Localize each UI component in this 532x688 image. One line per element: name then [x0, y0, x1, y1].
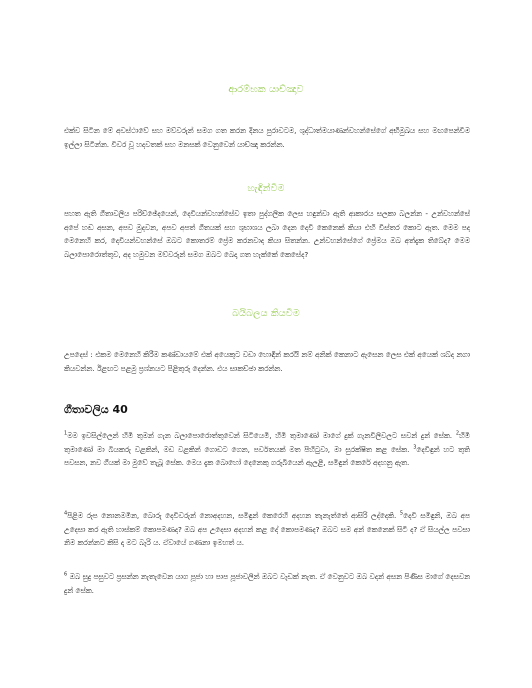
verse-text: දෙවිඳුන් හට තුති පවසන, නව ගීයක් මා මුවේ තැබූ සේක. මෙය දැක බොහෝ දෙනෙකු ගරුබියෙන් ඇලළී, සමිඳුන් කෙරේ අදහනු ඇත. [64, 444, 470, 468]
verse-number: 5 [399, 510, 404, 517]
psalm-paragraph-3 [64, 570, 470, 597]
section-text-bible-reading: උපදෙස් : එකම මෙනෙහි කිරීම කණ්ඩායමේ එක් අයෙකුට වඩා හොඳින් කරයි නම් අනික් කෙනාට ඇසෙන ලෙස එක් අයෙක් ශබ්ද නගා කියවන්න. ඊළඟට පළමු ප්‍රශ්නයට පිළිතුරු දෙන්න. එය සාකච්ඡා කරන්න. [64, 350, 470, 373]
section-text-opening-prayer: එක්ව සිටින මේ අවස්ථාවේ සහ මව්වරුන් සමග ගත කරන දිනය පුරාවටම, ශුද්ධාත්මයාණන්වහන්සේගේ අභිමුඛය සහ මඟපෙන්වීම ඉල්ලා සිටින්න. විවර වූ හදවතක් සහ මනසක් වෙනුවෙන් යාච්ඤා කරන්න. [64, 126, 470, 149]
verse-number: 1 [64, 430, 68, 437]
psalm-title: ගීතාවලිය 40 [64, 403, 128, 416]
psalm-paragraph-1 [64, 429, 470, 470]
section-heading-opening-prayer: ආරම්භක යාච්ඤාව [228, 84, 304, 95]
verse-number: 3 [413, 444, 417, 451]
verse-number: 6 [64, 571, 68, 578]
verse-text: දෙවි සමිඳුනි, ඔබ අප උදෙසා කර ඇති හාස්කම් කොපමණද? ඔබ අප උදෙසා අදහන් කළ දේ කොපමණද? ඔබට සම අන් කෙනෙක් සිටී ද? ඒ සියල්ල පවසා නිම කරන්නට කිසි දා මට බැරි ය. ඒවායේ ගණනා ඉමහත් ය. [64, 511, 470, 548]
verse-text: ඔබ සුදු පසුවට ප්‍රසන්න නැතැවෙන යාග පූජා හා පාප පූජාවලින් ඔබට වැඩක් නැත. ඒ වෙනුවට ඔබ වදන් අසන පිණිස මාගේ දෙසවන දුන් සේක. [64, 572, 470, 595]
section-heading-bible-reading: බයිබලය කියවීම [232, 308, 300, 319]
verse-text: මම ඉවසිල්ලෙන් හිමි තුමන් ගැන බලාපොරොත්තුවෙන් සිටියෙමි, හිමි තුමාණෝ මාගේ දුක් ගැනවිලිවලට සවන් දුන් සේක. [67, 431, 453, 440]
verse-text: හිමි තුමාණෝ මා බියකරු වළකින්, මඩ වළකින් ගොඩට ගෙන, පර්වතයක් මත පිහිටුවා, මා සුරක්ෂිත කළ සේක. [64, 431, 470, 454]
verse-text: පිළිම රූප නොනමමින, බොරු දෙවිවරුන් නොඅදහන, සමිඳුන් කෙරෙහි අදහන තැනැත්තේ ආසිරි ලද්දෙකි. [67, 511, 397, 520]
psalm-paragraph-2 [64, 509, 470, 550]
verse-number: 2 [455, 430, 459, 437]
section-heading-introduction: හැඳින්වීම [247, 183, 285, 194]
section-text-introduction: පහත ඇති ගීතාවලිය පරිච්ඡේදයෙන්, දෙවියන්වහන්සේව ඉතා පුද්ගලික ලෙස හඳුන්වා ඇති ආකාරය සලකා බලන්න - උන්වහන්සේ අපේ හඬ අසන, අපව මුදවන, අපව අපත් ගීතයක් සහ ශුභාශය ලබා දෙන දෙවි කෙනෙක් කියා එහි විස්තර කොට ඇත. මෙම පද මෙනෙහි කර, දෙවියන්වහන්සේ ඔබට කොතරම් ප්‍රේම කරනවාද කියා සිතන්න. උන්වහන්සේගේ ප්‍රේමය ඔබ අත්දැක තිබේද? මෙම බලාපොරොත්තුව, අද හමුවන මව්වරුන් සමග ඔබට බෙදා ගත හැක්කේ කෙසේද? [64, 209, 470, 259]
verse-number: 4 [64, 510, 68, 517]
